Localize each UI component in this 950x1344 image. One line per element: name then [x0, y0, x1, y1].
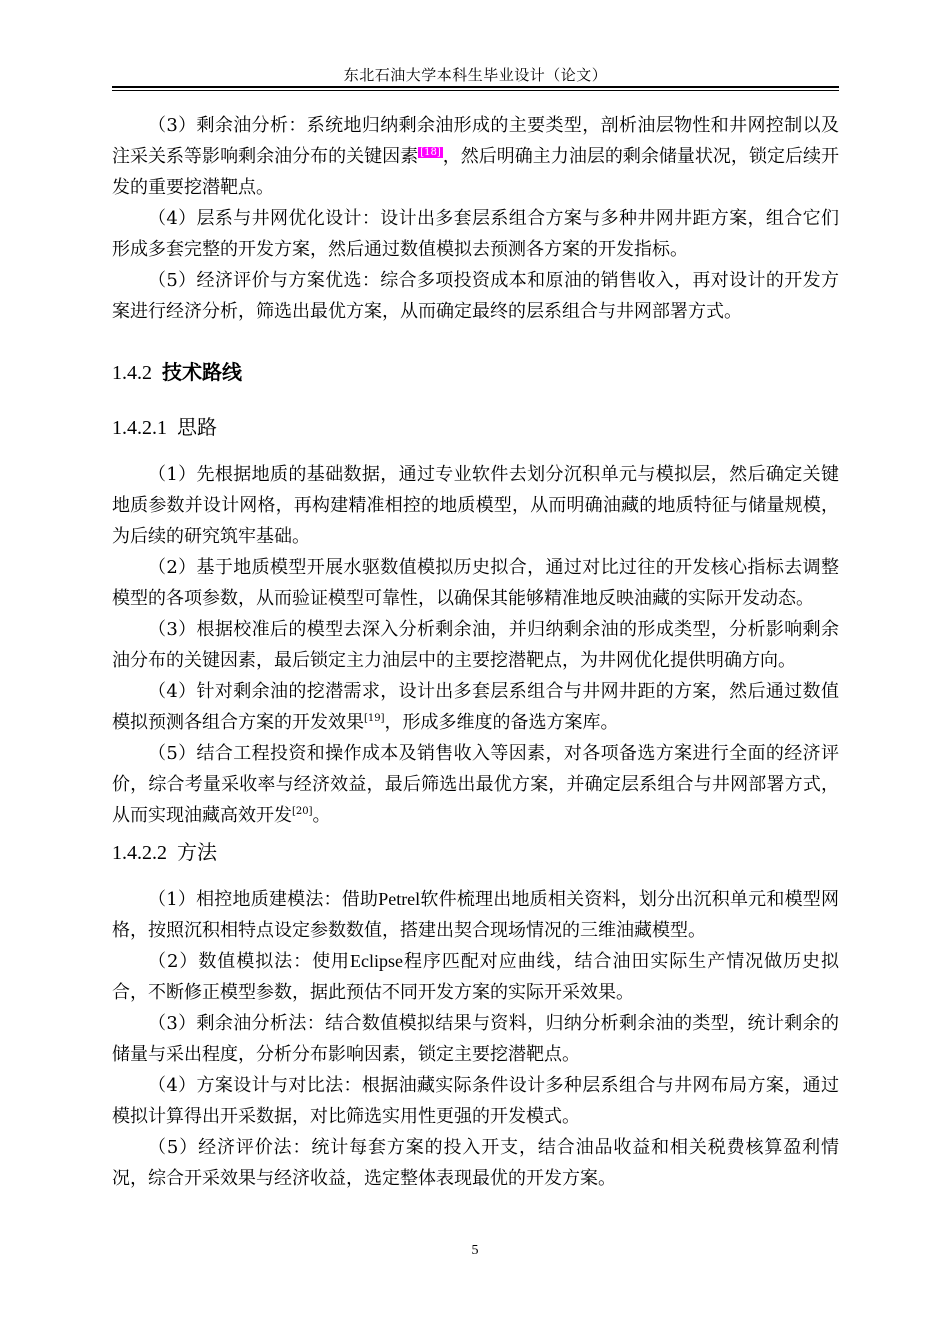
paragraph-silu-2: （2）基于地质模型开展水驱数值模拟历史拟合，通过对比过往的开发核心指标去调整模型的各项参数，从而验证模型可靠性，以确保其能够精准地反映油藏的实际开发动态。: [112, 557, 839, 609]
page-body: [112, 110, 839, 1194]
paragraph-economic-evaluation: （5）经济评价与方案优选：综合多项投资成本和原油的销售收入，再对设计的开发方案进行经济分析，筛选出最优方案，从而确定最终的层系组合与井网部署方式。: [112, 270, 839, 322]
heading-1-4-2-1: 1.4.2.1 思路: [112, 415, 217, 439]
paragraph-silu-3: （3）根据校准后的模型去深入分析剩余油，并归纳剩余油的形成类型，分析影响剩余油分布的关键因素，最后锁定主力油层中的主要挖潜靶点，为井网优化提供明确方向。: [112, 619, 839, 671]
citation-20[interactable]: [20]: [292, 806, 313, 817]
paragraph-silu-4: （4）针对剩余油的挖潜需求，设计出多套层系组合与井网井距的方案，然后通过数值模拟预测各组合方案的开发效果[19]，形成多维度的备选方案库。: [112, 681, 839, 733]
page-number: 5: [471, 1243, 479, 1258]
paragraph-remaining-oil-analysis: （3）剩余油分析：系统地归纳剩余油形成的主要类型，剖析油层物性和井网控制以及注采关系等影响剩余油分布的关键因素 [18] ，然后明确主力油层的剩余储量状况，锁定后续开发的重要挖潜靶点。: [112, 115, 839, 198]
citation-19[interactable]: [19]: [364, 713, 385, 724]
paragraph-silu-5: （5）结合工程投资和操作成本及销售收入等因素，对各项备选方案进行全面的经济评价，综合考量采收率与经济效益，最后筛选出最优方案，并确定层系组合与井网部署方式，从而实现油藏高效开发[20]。: [112, 743, 839, 826]
paragraph-method-1: （1）相控地质建模法：借助Petrel软件梳理出地质相关资料，划分出沉积单元和模型网格，按照沉积相特点设定参数数值，搭建出契合现场情况的三维油藏模型。: [112, 889, 840, 941]
paragraph-method-2: （2）数值模拟法：使用Eclipse程序匹配对应曲线，结合油田实际生产情况做历史拟合，不断修正模型参数，据此预估不同开发方案的实际开采效果。: [112, 951, 840, 1003]
paragraph-method-5: （5）经济评价法：统计每套方案的投入开支，结合油品收益和相关税费核算盈利情况，综合开采效果与经济收益，选定整体表现最优的开发方案。: [112, 1137, 839, 1189]
citation-18[interactable]: [18]: [420, 147, 441, 158]
paragraph-method-3: （3）剩余油分析法：结合数值模拟结果与资料，归纳分析剩余油的类型，统计剩余的储量与采出程度，分析分布影响因素，锁定主要挖潜靶点。: [112, 1013, 839, 1065]
page-header-title: 东北石油大学本科生毕业设计（论文）: [343, 66, 608, 84]
header-rule-thick: [112, 86, 839, 88]
paragraph-method-4: （4）方案设计与对比法：根据油藏实际条件设计多种层系组合与井网布局方案，通过模拟计算得出开采数据，对比筛选实用性更强的开发模式。: [112, 1075, 839, 1127]
paragraph-silu-1: （1）先根据地质的基础数据，通过专业软件去划分沉积单元与模拟层，然后确定关键地质参数并设计网格，再构建精准相控的地质模型，从而明确油藏的地质特征与储量规模，为后续的研究筑牢基础。: [112, 464, 839, 547]
heading-1-4-2-2: 1.4.2.2 方法: [112, 840, 217, 864]
heading-1-4-2: 1.4.2 技术路线: [112, 360, 242, 384]
header-rule-thin: [112, 90, 839, 91]
paragraph-layer-well-design: （4）层系与井网优化设计：设计出多套层系组合方案与多种井网井距方案，组合它们形成多套完整的开发方案，然后通过数值模拟去预测各方案的开发指标。: [112, 208, 839, 260]
